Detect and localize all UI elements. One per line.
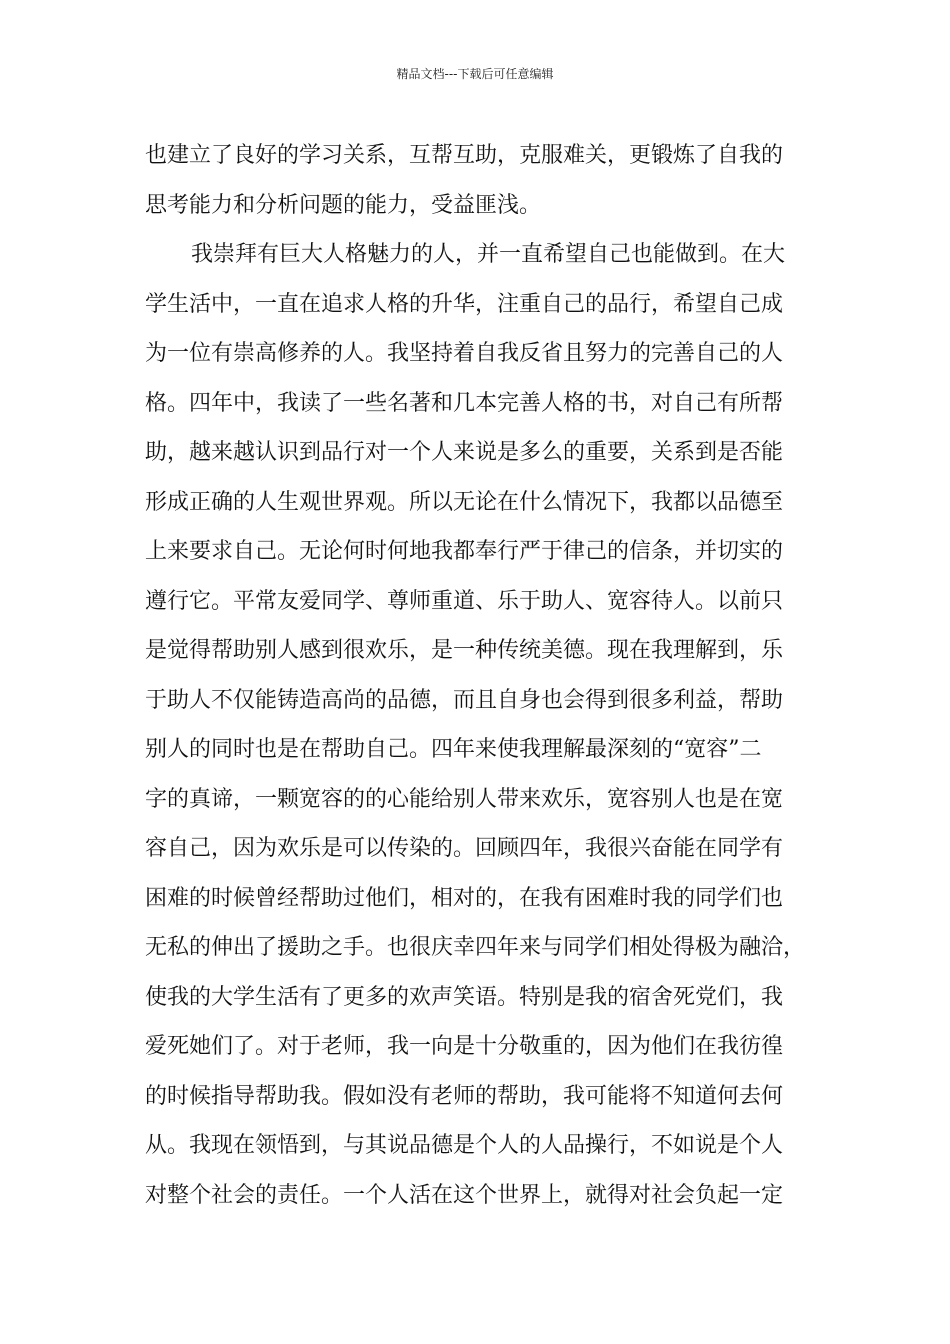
- text-line: 对整个社会的责任。一个人活在这个世界上，就得对社会负起一定: [145, 1182, 784, 1208]
- text-line: 使我的大学生活有了更多的欢声笑语。特别是我的宿舍死党们，我: [145, 984, 784, 1010]
- page-header: 精品文档---下载后可任意编辑: [396, 67, 554, 81]
- text-line: 困难的时候曾经帮助过他们，相对的，在我有困难时我的同学们也: [145, 885, 784, 911]
- text-line: 爱死她们了。对于老师，我一向是十分敬重的，因为他们在我彷徨: [145, 1034, 784, 1059]
- text-line: 是觉得帮助别人感到很欢乐，是一种传统美德。现在我理解到，乐: [145, 638, 784, 663]
- text-line: 容自己，因为欢乐是可以传染的。回顾四年，我很兴奋能在同学有: [145, 836, 784, 861]
- text-line: 于助人不仅能铸造高尚的品德，而且自身也会得到很多利益，帮助: [145, 687, 784, 713]
- document-body: [145, 131, 835, 1220]
- text-line: 遵行它。平常友爱同学、尊师重道、乐于助人、宽容待人。以前只: [145, 588, 784, 614]
- paragraph-start-line: 我崇拜有巨大人格魅力的人，并一直希望自己也能做到。在大: [191, 242, 786, 267]
- text-line: 无私的伸出了援助之手。也很庆幸四年来与同学们相处得极为融洽，: [145, 935, 806, 960]
- text-line: 上来要求自己。无论何时何地我都奉行严于律己的信条，并切实的: [145, 539, 784, 564]
- text-line: 的时候指导帮助我。假如没有老师的帮助，我可能将不知道何去何: [145, 1083, 784, 1109]
- text-line: 别人的同时也是在帮助自己。四年来使我理解最深刻的“宽容”二: [145, 737, 762, 762]
- text-line: 字的真谛，一颗宽容的的心能给别人带来欢乐，宽容别人也是在宽: [145, 786, 784, 812]
- text-line: 从。我现在领悟到，与其说品德是个人的人品操行，不如说是个人: [145, 1133, 784, 1158]
- text-line: 形成正确的人生观世界观。所以无论在什么情况下，我都以品德至: [145, 489, 784, 515]
- text-line: 思考能力和分析问题的能力，受益匪浅。: [145, 192, 542, 218]
- text-line: 为一位有崇高修养的人。我坚持着自我反省且努力的完善自己的人: [145, 341, 784, 366]
- text-line: 也建立了良好的学习关系，互帮互助，克服难关，更锻炼了自我的: [145, 143, 784, 168]
- text-line: 格。四年中，我读了一些名著和几本完善人格的书，对自己有所帮: [145, 390, 784, 416]
- text-line: 助，越来越认识到品行对一个人来说是多么的重要，关系到是否能: [145, 440, 784, 465]
- text-line: 学生活中，一直在追求人格的升华，注重自己的品行，希望自己成: [145, 291, 784, 317]
